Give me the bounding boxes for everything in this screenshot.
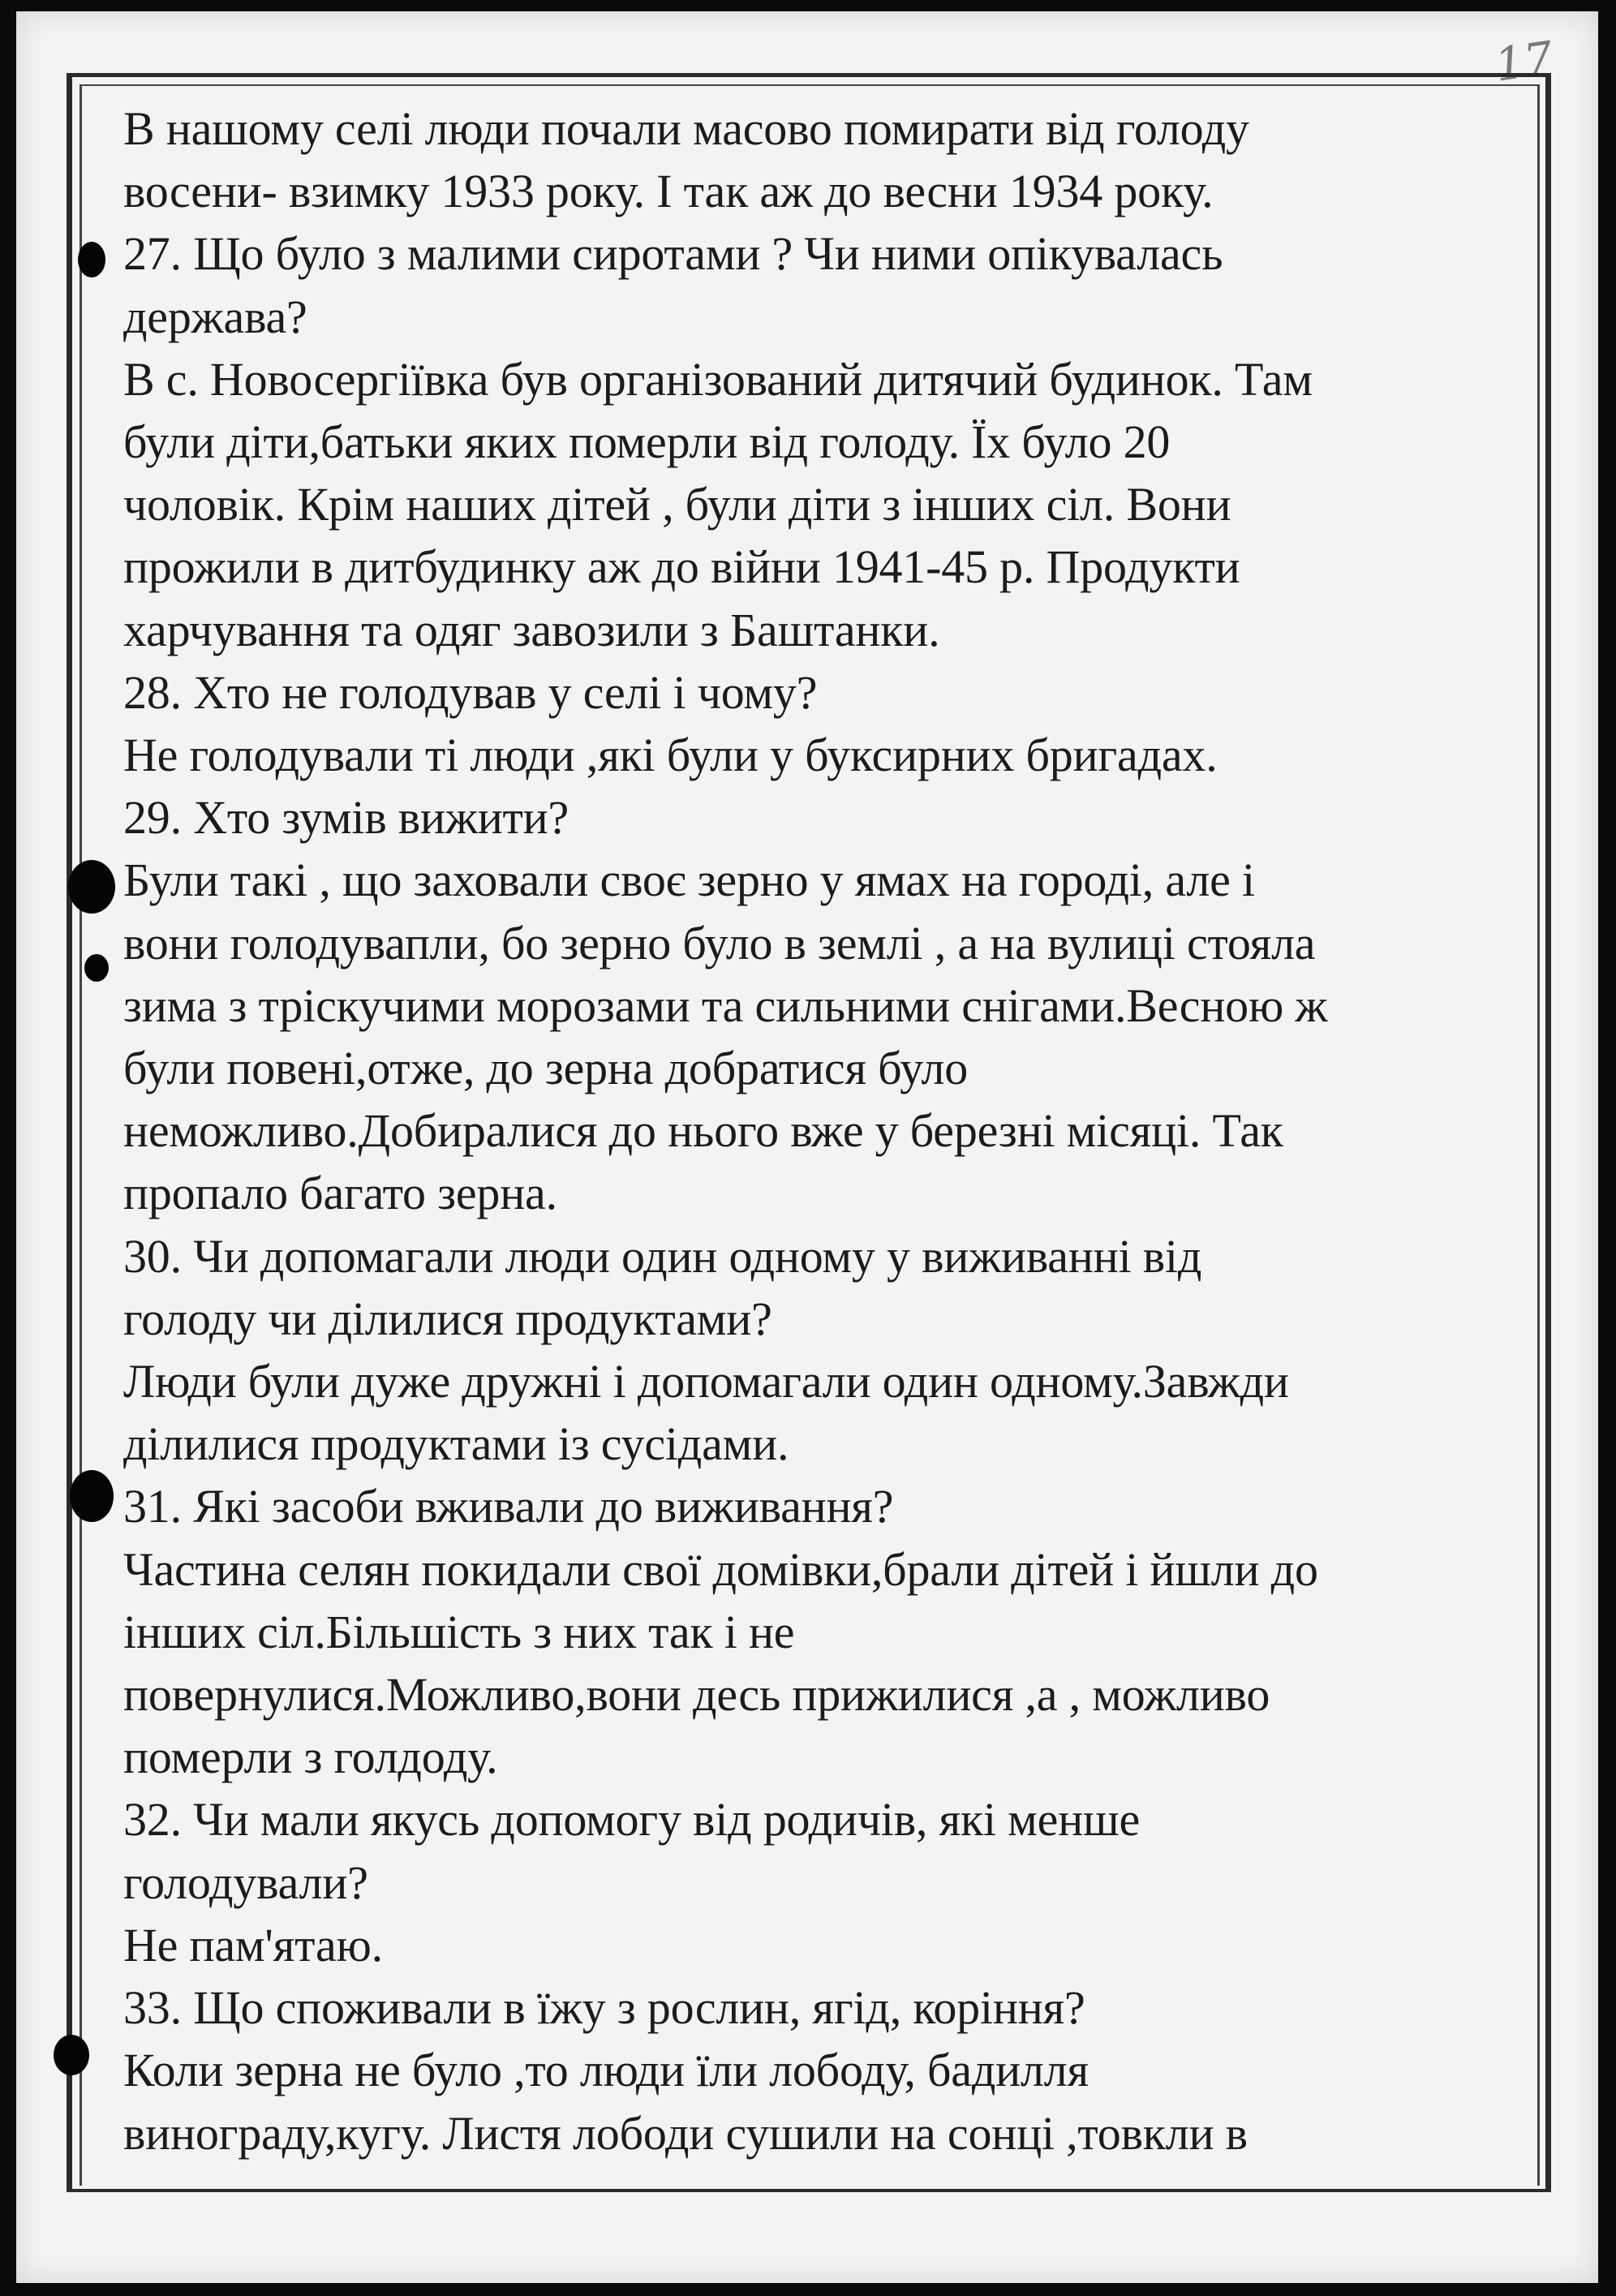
punch-hole: [54, 2035, 89, 2075]
answer-line: чоловік. Крім наших дітей , були діти з інших сіл. Вони: [123, 478, 1231, 531]
punch-hole: [84, 954, 109, 982]
question-line: 28. Хто не голодував у селі і чому?: [123, 665, 818, 719]
answer-line: винограду,кугу. Листя лободи сушили на сонці ,товкли в: [123, 2106, 1248, 2160]
question-line: голодували?: [123, 1855, 368, 1909]
answer-line: були діти,батьки яких померли від голоду. Їх було 20: [123, 415, 1171, 469]
question-line: 29. Хто зумів вижити?: [123, 791, 569, 845]
answer-line: ділилися продуктами із сусідами.: [123, 1417, 789, 1471]
answer-line: пропало багато зерна.: [123, 1167, 557, 1220]
question-line: голоду чи ділилися продуктами?: [123, 1292, 772, 1345]
punch-hole: [68, 860, 115, 914]
answer-line: Не пам'ятаю.: [123, 1918, 383, 1971]
punch-hole: [70, 1470, 114, 1522]
document-text: [123, 97, 1535, 2165]
answer-line: інших сіл.Більшість з них так і не: [123, 1605, 795, 1658]
punch-hole: [78, 242, 105, 277]
question-line: 30. Чи допомагали люди один одному у виживанні від: [123, 1229, 1202, 1283]
answer-line: Не голодували ті люди ,які були у буксирних бригадах.: [123, 729, 1218, 782]
text-line: В нашому селі люди почали масово помирати від голоду: [123, 102, 1249, 155]
answer-line: померли з голдоду.: [123, 1731, 498, 1784]
answer-line: були повені,отже, до зерна добратися було: [123, 1042, 969, 1095]
question-line: 31. Які засоби вживали до виживання?: [123, 1480, 894, 1533]
question-line: держава?: [123, 290, 307, 343]
answer-line: Коли зерна не було ,то люди їли лободу, бадилля: [123, 2044, 1089, 2097]
answer-line: зима з тріскучими морозами та сильними снігами.Весною ж: [123, 978, 1328, 1032]
question-line: 27. Що було з малими сиротами ? Чи ними опікувалась: [123, 227, 1223, 281]
answer-line: Були такі , що заховали своє зерно у ямах на городі, але і: [123, 853, 1255, 907]
answer-line: прожили в дитбудинку аж до війни 1941-45 р. Продукти: [123, 540, 1240, 594]
page-number: 17: [1491, 32, 1557, 92]
answer-line: повернулися.Можливо,вони десь прижилися ,а , можливо: [123, 1668, 1270, 1722]
answer-line: вони голодувапли, бо зерно було в землі , а на вулиці стояла: [123, 916, 1316, 970]
text-line: восени- взимку 1933 року. І так аж до весни 1934 року.: [123, 165, 1214, 218]
answer-line: Частина селян покидали свої домівки,брали дітей і йшли до: [123, 1542, 1318, 1596]
answer-line: В с. Новосергіївка був організований дитячий будинок. Там: [123, 352, 1313, 406]
answer-line: Люди були дуже дружні і допомагали один одному.Завжди: [123, 1355, 1289, 1408]
answer-line: неможливо.Добиралися до нього вже у березні місяці. Так: [123, 1104, 1283, 1158]
question-line: 33. Що споживали в їжу з рослин, ягід, коріння?: [123, 1981, 1085, 2035]
answer-line: харчування та одяг завозили з Баштанки.: [123, 603, 940, 656]
question-line: 32. Чи мали якусь допомогу від родичів, які менше: [123, 1793, 1141, 1847]
